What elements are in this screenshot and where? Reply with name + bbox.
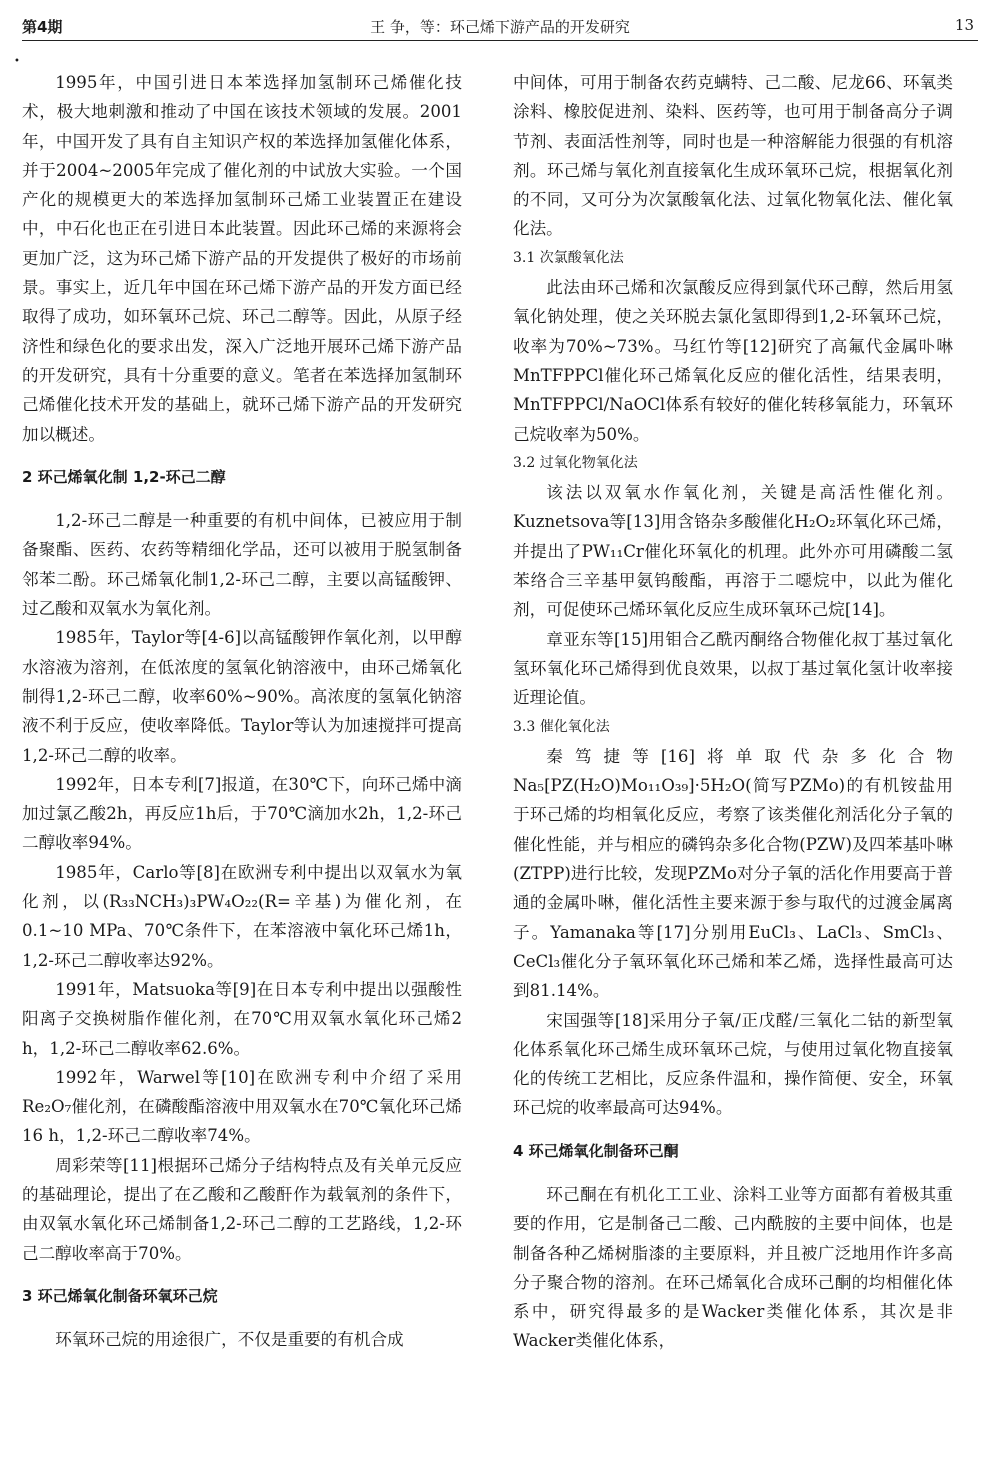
running-title: 王 争，等：环己烯下游产品的开发研究 xyxy=(370,18,630,36)
paragraph: 1991年，Matsuoka等[9]在日本专利中提出以强酸性阳离子交换树脂作催化剂，在70℃用双氧水氧化环己烯2 h，1,2-环己二醇收率62.6%。 xyxy=(22,979,462,1058)
paragraph: 该法以双氧水作氧化剂，关键是高活性催化剂。Kuznetsova等[13]用含铬杂多酸催化H₂O₂环氧化环己烯，并提出了PW₁₁Cr催化环氧化的机理。此外亦可用磷酸二氢苯络合三辛基甲氨钨酸酯，再溶于二噁烷中，以此为催化剂，可促使环己烯环氧化反应生成环氧环己烷[14]。 xyxy=(513,483,953,620)
paragraph: 环己酮在有机化工工业、涂料工业等方面都有着极其重要的作用，它是制备己二酸、己内酰胺的主要中间体，也是制备各种乙烯树脂漆的主要原料，并且被广泛地用作许多高分子聚合物的溶剂。在环己烯氧化合成环己酮的均相催化体系中，研究得最多的是Wacker类催化体系，其次是非Wacker类催化体系， xyxy=(513,1184,953,1351)
paragraph: 中间体，可用于制备农药克螨特、己二酸、尼龙66、环氧类涂料、橡胶促进剂、染料、医药等，也可用于制备高分子调节剂、表面活性剂等，同时也是一种溶解能力很强的有机溶剂。环己烯与氧化剂直接氧化生成环氧环己烷，根据氧化剂的不同，又可分为次氯酸氧化法、过氧化物氧化法、催化氧化法。 xyxy=(513,73,953,239)
paragraph: 环氧环己烷的用途很广，不仅是重要的有机合成 xyxy=(55,1330,404,1350)
paragraph: 1,2-环己二醇是一种重要的有机中间体，已被应用于制备聚酯、医药、农药等精细化学品，还可以被用于脱氢制备邻苯二酚。环己烯氧化制1,2-环己二醇，主要以高锰酸钾、过乙酸和双氧水为氧化剂。 xyxy=(22,511,462,619)
paragraph: 秦笃捷等[16]将单取代杂多化合物Na₅[PZ(H₂O)Mo₁₁O₃₉]·5H₂O(简写PZMo)的有机铵盐用于环己烯的均相氧化反应，考察了该类催化剂活化分子氧的催化性能，并与相应的磷钨杂多化合物(PZW)及四苯基卟啉(ZTPP)进行比较，发现PZMo对分子氧的活化作用要高于普通的金属卟啉，催化活性主要来源于参与取代的过渡金属离子。Yamanaka等[17]分别用EuCl₃、LaCl₃、SmCl₃、CeCl₃催化分子氧环氧化环己烯和苯乙烯，选择性最高可达到81.14%。 xyxy=(513,746,953,1001)
section-heading-2: 2 环己烯氧化制 1,2-环己二醇 xyxy=(22,467,226,486)
paragraph: 1995年，中国引进日本苯选择加氢制环己烯催化技术，极大地刺激和推动了中国在该技术领域的发展。2001年，中国开发了具有自主知识产权的苯选择加氢催化体系，并于2004~2005年完成了催化剂的中试放大实验。一个国产化的规模更大的苯选择加氢制环己烯工业装置正在建设中，中石化也正在引进日本此装置。因此环己烯的来源将会更加广泛，这为环己烯下游产品的开发提供了极好的市场前景。事实上，近几年中国在环己烯下游产品的开发方面已经取得了成功，如环氧环己烷、环己二醇等。因此，从原子经济性和绿色化的要求出发，深入广泛地开展环己烯下游产品的开发研究，具有十分重要的意义。笔者在苯选择加氢制环己烯催化技术开发的基础上，就环己烯下游产品的开发研究加以概述。 xyxy=(22,73,462,444)
running-header xyxy=(22,10,978,40)
subsection-heading-3-2: 3.2 过氧化物氧化法 xyxy=(513,454,638,471)
paragraph: 宋国强等[18]采用分子氧/正戊醛/三氧化二钴的新型氧化体系氧化环己烯生成环氧环己烷，与使用过氧化物直接氧化的传统工艺相比，反应条件温和，操作简便、安全，环氧环己烷的收率最高可达94%。 xyxy=(513,1010,953,1118)
section-heading-3: 3 环己烯氧化制备环氧环己烷 xyxy=(22,1286,218,1305)
right-column xyxy=(513,68,953,1356)
page-number: 13 xyxy=(954,16,974,34)
paragraph: 1992年，日本专利[7]报道，在30℃下，向环己烯中滴加过氯乙酸2h，再反应1h后，于70℃滴加水2h，1,2-环己二醇收率94%。 xyxy=(22,774,462,853)
section-heading-4: 4 环己烯氧化制备环己酮 xyxy=(513,1141,679,1160)
subsection-heading-3-3: 3.3 催化氧化法 xyxy=(513,718,610,735)
left-column xyxy=(22,68,462,1354)
subsection-heading-3-1: 3.1 次氯酸氧化法 xyxy=(513,249,624,266)
paragraph: 章亚东等[15]用钼合乙酰丙酮络合物催化叔丁基过氧化氢环氧化环己烯得到优良效果，以叔丁基过氧化氢计收率接近理论值。 xyxy=(513,629,953,708)
paragraph: 周彩荣等[11]根据环己烯分子结构特点及有关单元反应的基础理论，提出了在乙酸和乙酸酐作为载氧剂的条件下，由双氧水氧化环己烯制备1,2-环己二醇的工艺路线，1,2-环己二醇收率高于70%。 xyxy=(22,1155,462,1263)
paragraph: 1985年，Taylor等[4-6]以高锰酸钾作氧化剂，以甲醇水溶液为溶剂，在低浓度的氢氧化钠溶液中，由环己烯氧化制得1,2-环己二醇，收率60%~90%。高浓度的氢氧化钠溶液不利于反应，使收率降低。Taylor等认为加速搅拌可提高1,2-环己二醇的收率。 xyxy=(22,628,462,765)
paragraph: 此法由环己烯和次氯酸反应得到氯代环己醇，然后用氢氧化钠处理，使之关环脱去氯化氢即得到1,2-环氧环己烷，收率为70%~73%。马红竹等[12]研究了高氟代金属卟啉MnTFPPCl催化环己烯氧化反应的催化活性，结果表明，MnTFPPCl/NaOCl体系有较好的催化转移氧能力，环氧环己烷收率为50%。 xyxy=(513,278,953,444)
paragraph: 1985年，Carlo等[8]在欧洲专利中提出以双氧水为氧化剂，以(R₃₃NCH₃)₃PW₄O₂₂(R=辛基)为催化剂，在0.1~10 MPa、70℃条件下，在苯溶液中氧化环己烯1h，1,2-环己二醇收率达92%。 xyxy=(22,862,462,970)
margin-dot: • xyxy=(14,56,20,67)
issue-label: 第4期 xyxy=(22,18,63,36)
header-rule xyxy=(22,40,978,41)
paragraph: 1992年，Warwel等[10]在欧洲专利中介绍了采用Re₂O₇催化剂，在磷酸酯溶液中用双氧水在70℃氧化环己烯16 h，1,2-环己二醇收率74%。 xyxy=(22,1067,462,1146)
